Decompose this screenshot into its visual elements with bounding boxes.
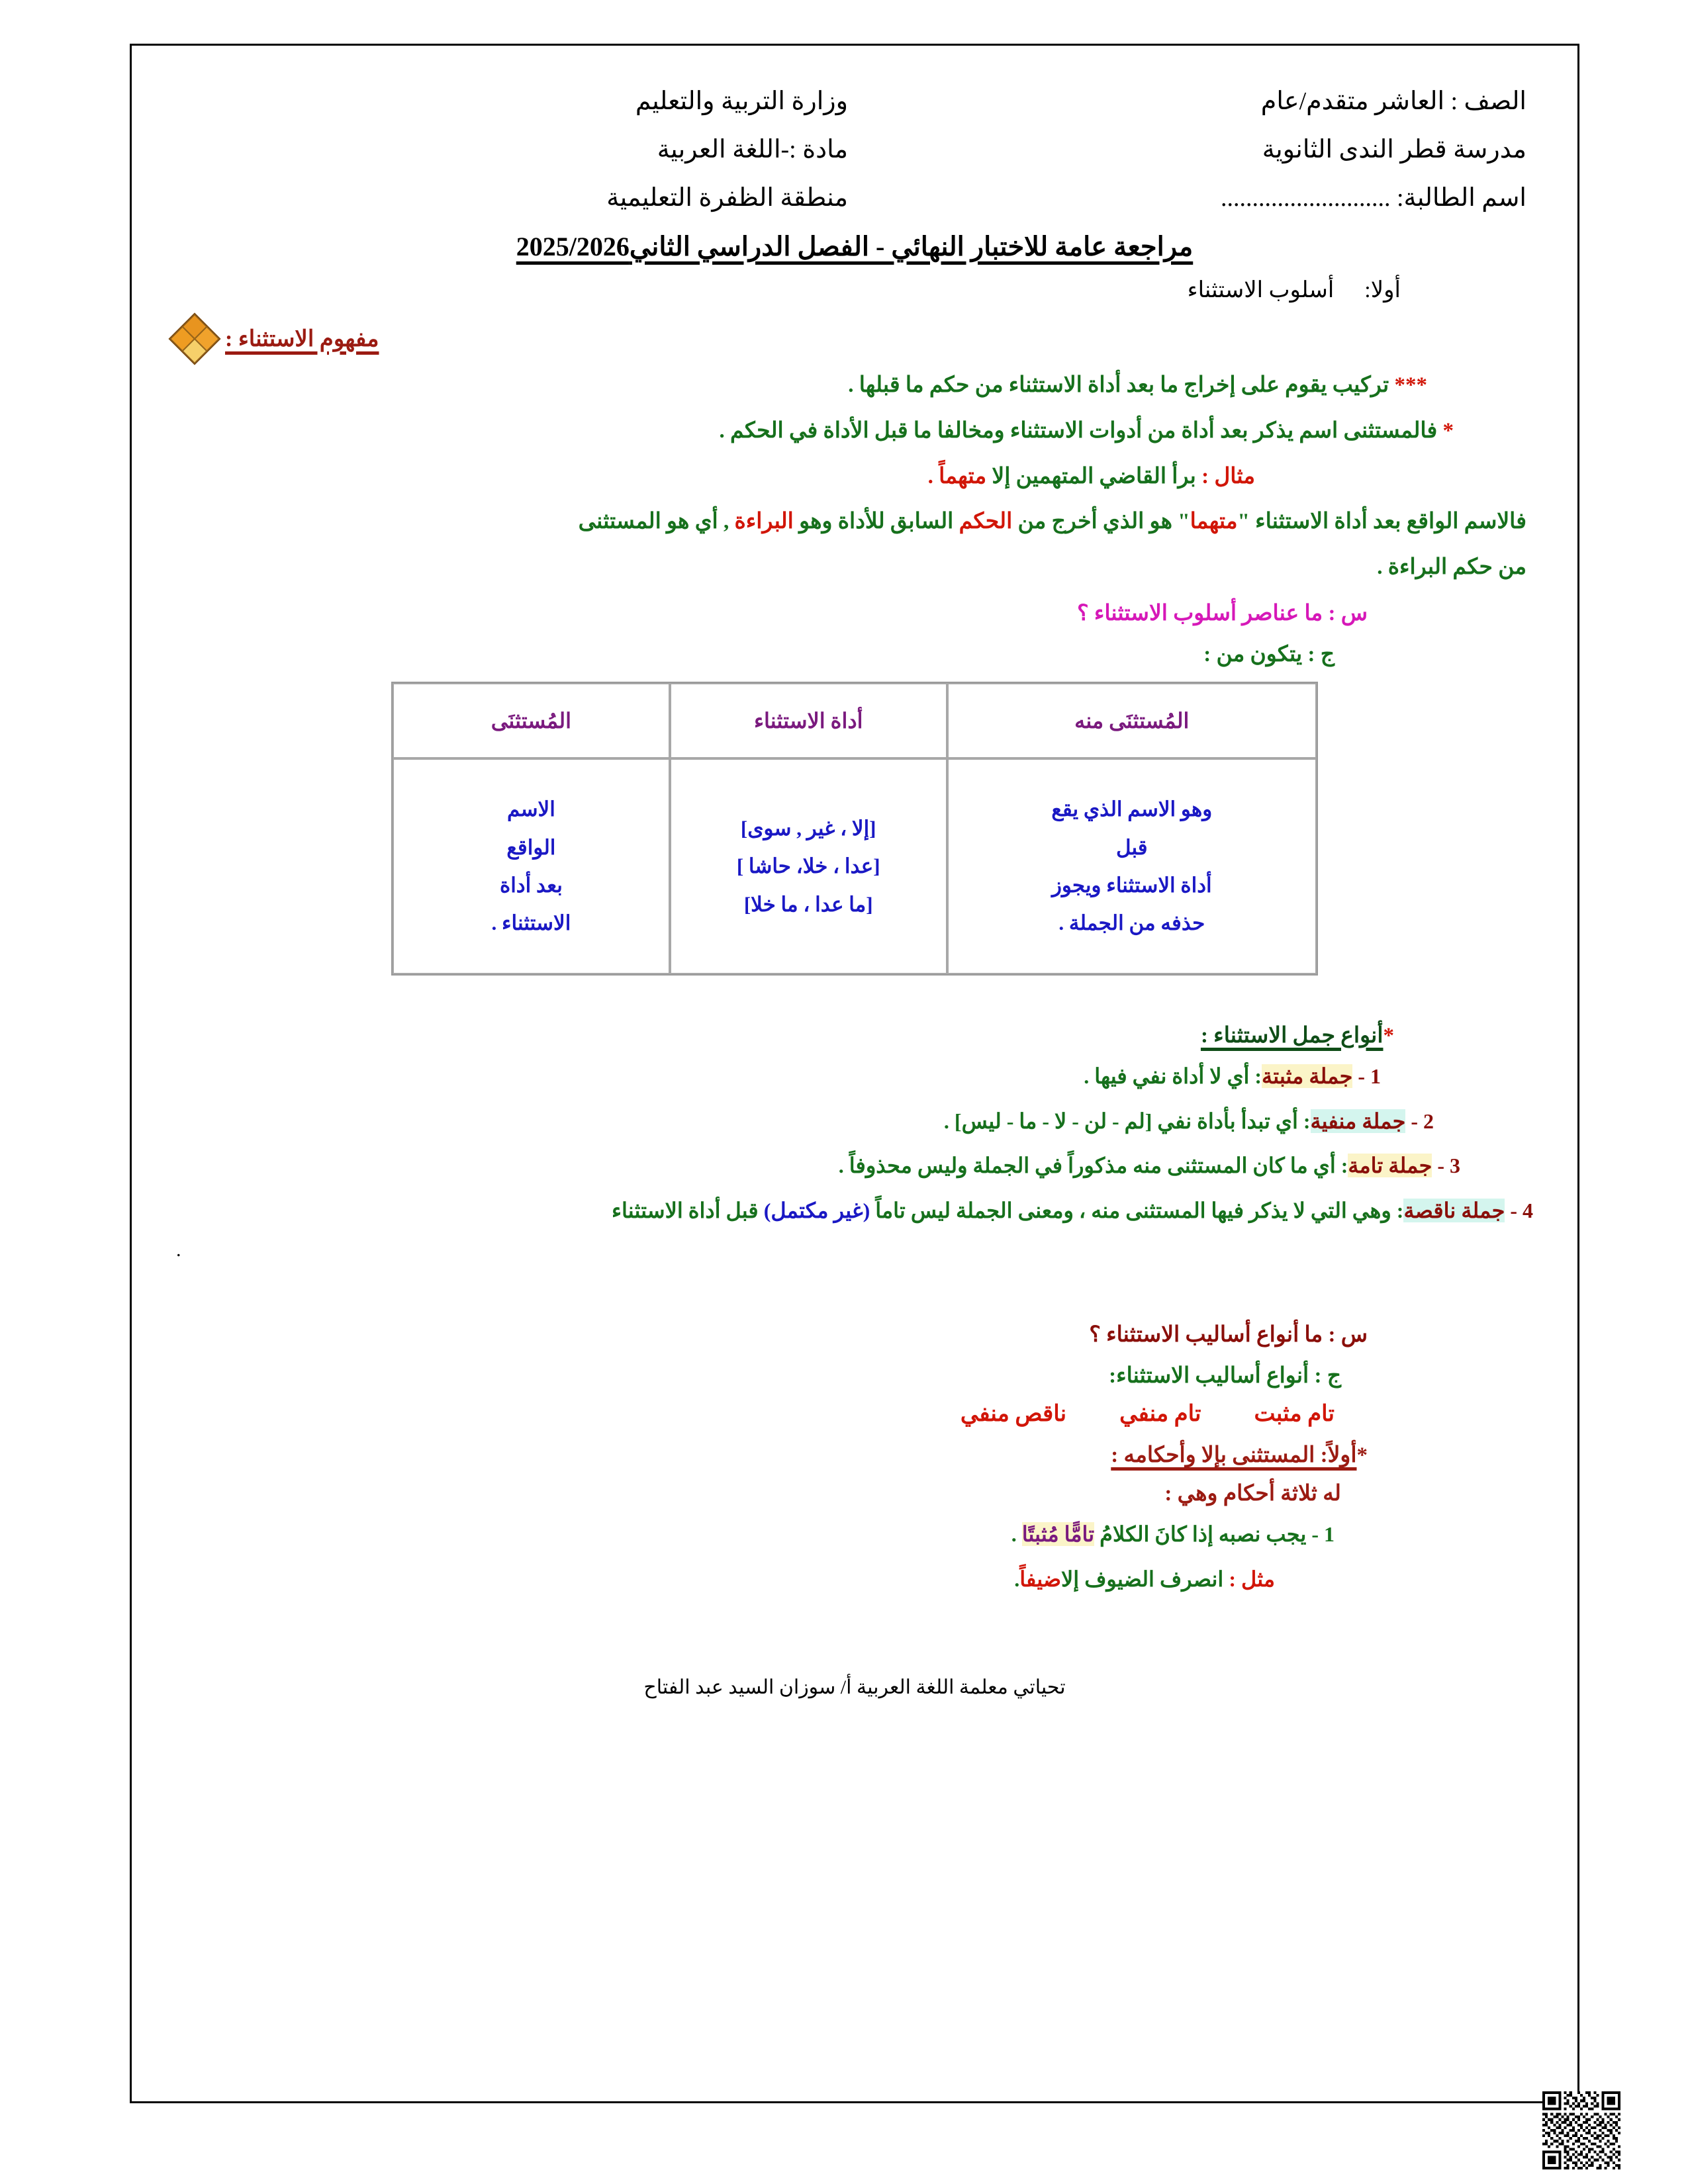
- type-tam-manfi: تام منفي: [1119, 1402, 1201, 1427]
- header-row: [176, 173, 1533, 222]
- analysis-word-accused: متهما: [1190, 510, 1238, 534]
- types-list-row: [176, 1400, 1335, 1427]
- definition-asterisks: ***: [1394, 373, 1427, 397]
- header-school-line: مدرسة قطر الندى الثانوية: [1262, 136, 1526, 163]
- cell-mustathna: [393, 758, 670, 974]
- question-types: س : ما أنواع أساليب الاستثناء ؟: [1089, 1323, 1368, 1347]
- rules-heading-asterisk: *: [1356, 1443, 1368, 1468]
- example-label: مثال :: [1201, 464, 1255, 488]
- rules-heading: [176, 1441, 1368, 1468]
- concept-analysis-line1: [176, 504, 1526, 539]
- analysis-part2: " هو الذي أخرج من: [1012, 510, 1190, 534]
- cell-line: [عدا ، خلا، حاشا ]: [736, 854, 880, 878]
- table-header-adaat: أداة الاستثناء: [670, 683, 947, 758]
- rule-example: [176, 1563, 1275, 1596]
- concept-analysis-line2: [176, 550, 1526, 585]
- cell-mustathna-minhu: [947, 758, 1317, 974]
- list-item-rest-a: : وهي التي لا يذكر فيها المستثنى منه ، ومعنى الجملة ليس تاماً: [870, 1198, 1404, 1222]
- cell-line: [إلا ، غير , سوى]: [740, 816, 876, 840]
- analysis-word-innocence: البراءة: [734, 510, 794, 534]
- cell-line: الاسم: [506, 797, 555, 821]
- header-student-name-line: اسم الطالبة: ...........................: [1220, 184, 1526, 212]
- rule-number: 1 -: [1311, 1522, 1335, 1547]
- question-elements: س : ما عناصر أسلوب الاستثناء ؟: [1077, 601, 1368, 625]
- analysis-word-ruling: الحكم: [959, 510, 1013, 534]
- analysis-part4: , أي هو المستثنى: [578, 510, 735, 534]
- cell-adaat: [670, 758, 947, 974]
- list-item: [176, 1105, 1434, 1138]
- list-item-term-highlight: [1262, 1064, 1352, 1088]
- type-naqis-manfi: ناقص منفي: [960, 1402, 1067, 1427]
- types-heading-text: أنواع جمل الاستثناء :: [1200, 1023, 1383, 1048]
- concept-example: [176, 459, 1255, 494]
- rule-example-red: ضيفاً: [1019, 1567, 1062, 1591]
- list-item-number: 4 -: [1510, 1198, 1533, 1222]
- list-item-rest-blue: (غير مكتمل): [763, 1198, 870, 1222]
- list-item-number: 1 -: [1358, 1064, 1381, 1088]
- trailing-period: .: [176, 1239, 181, 1261]
- concept-heading-label: مفهوم الاستثناء :: [225, 327, 379, 351]
- example-green-part: برأ القاضي المتهمين إلا: [992, 464, 1196, 488]
- rule-example-end: .: [1014, 1567, 1020, 1591]
- rule-example-green: انصرف الضيوف إلا: [1061, 1567, 1224, 1591]
- document-header: [176, 77, 1533, 222]
- footer-signature: تحياتي معلمة اللغة العربية أ/ سوزان السيد عبد الفتاح: [643, 1676, 1066, 1698]
- list-item-term: جملة تامة: [1348, 1154, 1432, 1178]
- header-subject-line: مادة :-اللغة العربية: [657, 136, 848, 163]
- rule-example-label: مثل :: [1229, 1567, 1275, 1591]
- list-item-term-highlight: [1311, 1109, 1406, 1133]
- list-item: [176, 1150, 1460, 1183]
- rules-subheading: له ثلاثة أحكام وهي :: [1164, 1482, 1341, 1506]
- header-region-line: منطقة الظفرة التعليمية: [606, 184, 848, 212]
- list-item: [176, 1060, 1381, 1093]
- cell-line: حذفه من الجملة .: [1058, 911, 1205, 935]
- list-item-term: جملة مثبتة: [1262, 1064, 1353, 1088]
- list-item-term: جملة منفية: [1310, 1109, 1406, 1133]
- list-item-term-highlight: [1403, 1199, 1505, 1222]
- header-class-line: الصف : العاشر متقدم/عام: [1260, 87, 1526, 115]
- list-item-number: 3 -: [1437, 1154, 1460, 1178]
- concept-definition: [176, 368, 1427, 403]
- document-sheet: [130, 44, 1579, 2103]
- cell-line: أداة الاستثناء ويجوز: [1051, 873, 1212, 897]
- table-row: [393, 758, 1317, 974]
- header-row: [176, 125, 1533, 173]
- elements-table-wrapper: [176, 682, 1533, 976]
- elements-table: [391, 682, 1318, 976]
- types-heading-asterisk: *: [1383, 1023, 1394, 1048]
- answer-types: ج : أنواع أساليب الاستثناء:: [1109, 1364, 1341, 1388]
- table-header-row: [393, 683, 1317, 758]
- section-first-label: [176, 277, 1401, 303]
- first-ordinal: أولا:: [1364, 278, 1401, 302]
- cell-line: [ما عدا ، ما خلا]: [743, 892, 873, 916]
- example-red-part: متهماً .: [927, 464, 987, 488]
- concept-explanation: [176, 414, 1454, 449]
- explanation-asterisk: *: [1442, 418, 1454, 443]
- type-tam-muthbat: تام مثبت: [1254, 1402, 1335, 1427]
- explanation-text: فالمستثنى اسم يذكر بعد أداة من أدوات الاستثناء ومخالفا ما قبل الأداة في الحكم .: [719, 418, 1438, 443]
- rule-item-1: [176, 1518, 1335, 1551]
- list-item-rest: : أي لا أداة نفي فيها .: [1084, 1064, 1262, 1088]
- list-item-rest: : أي ما كان المستثنى منه مذكوراً في الجملة وليس محذوفاً .: [838, 1154, 1348, 1178]
- cell-line: قبل: [1115, 835, 1148, 859]
- rule-text-highlight: تامًّا مُثبتًا: [1021, 1522, 1095, 1547]
- analysis-part1: فالاسم الواقع بعد أداة الاستثناء ": [1237, 510, 1526, 534]
- rule-text-b: .: [1011, 1522, 1022, 1547]
- answer-elements: ج : يتكون من :: [1203, 642, 1335, 666]
- list-item-term-highlight: [1348, 1154, 1432, 1177]
- list-item: [176, 1195, 1533, 1228]
- table-header-mustathna-minhu: المُستثنَى منه: [947, 683, 1317, 758]
- list-item-term: جملة ناقصة: [1403, 1198, 1505, 1222]
- header-row: [176, 77, 1533, 125]
- list-item-number: 2 -: [1411, 1109, 1434, 1133]
- table-header-mustathna: المُستثنَى: [393, 683, 670, 758]
- page-title: مراجعة عامة للاختبار النهائي - الفصل الدراسي الثاني2025/2026: [516, 232, 1194, 261]
- cell-line: الاستثناء .: [491, 911, 571, 935]
- cell-line: الواقع: [506, 835, 556, 859]
- rules-heading-text: أولاً: المستثنى بإلا وأحكامه :: [1111, 1443, 1357, 1468]
- definition-text: تركيب يقوم على إخراج ما بعد أداة الاستثناء من حكم ما قبلها .: [848, 373, 1389, 397]
- cell-line: بعد أداة: [499, 873, 563, 897]
- types-section-heading: [176, 1022, 1394, 1048]
- qr-code-icon: [1542, 2091, 1620, 2169]
- list-item-rest: : أي تبدأ بأداة نفي [لم - لن - لا - ما - ليس] .: [943, 1109, 1311, 1133]
- analysis-part3: السابق للأداة وهو: [793, 510, 959, 534]
- first-topic: أسلوب الاستثناء: [1187, 278, 1335, 302]
- header-ministry-line: وزارة التربية والتعليم: [635, 87, 848, 115]
- cell-line: وهو الاسم الذي يقع: [1051, 797, 1213, 821]
- diamond-icon: [168, 312, 220, 365]
- concept-heading-row: [176, 320, 1394, 357]
- analysis-part5: من حكم البراءة .: [1377, 555, 1526, 580]
- rule-text-a: يجب نصبه إذا كانَ الكلامُ: [1094, 1522, 1307, 1547]
- list-item-rest-b: قبل أداة الاستثناء: [612, 1198, 764, 1222]
